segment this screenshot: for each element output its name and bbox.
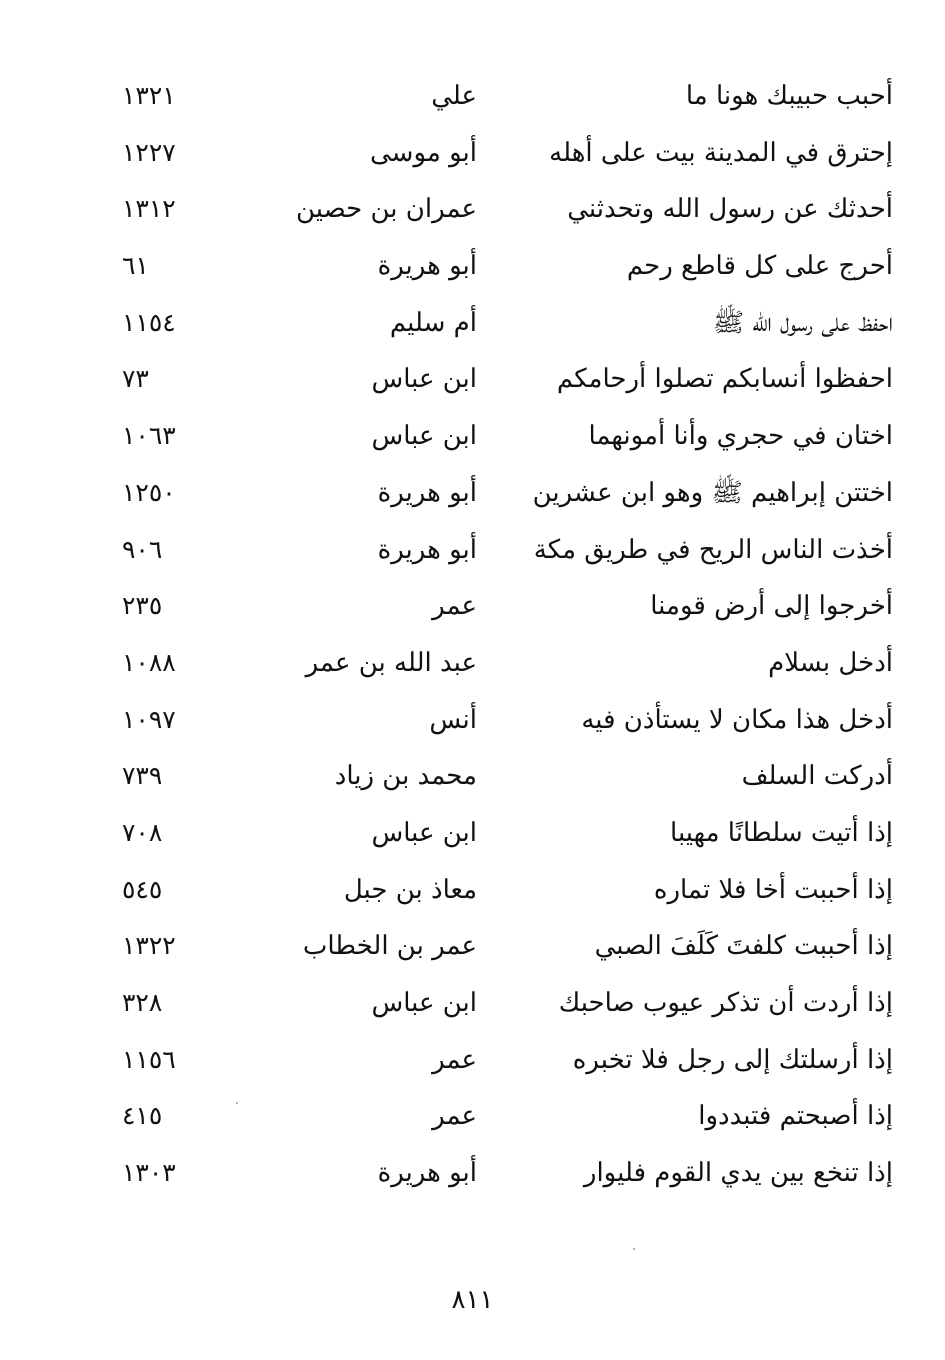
hadith-number: ١٠٦٣	[122, 421, 176, 451]
narrator-name: أبو موسى	[370, 137, 477, 168]
narrator-name: علي	[431, 81, 477, 111]
narrator-name: أنس	[429, 704, 477, 735]
hadith-number: ١٠٨٨	[122, 647, 176, 677]
hadith-text: إذا تنخع بين يدي القوم فليوار	[583, 1158, 893, 1189]
index-row	[0, 866, 945, 923]
hadith-text: احفظ على رسول الله ﷺ	[712, 307, 893, 338]
hadith-text: إحترق في المدينة بيت على أهله	[549, 137, 893, 168]
hadith-text: أدخل هذا مكان لا يستأذن فيه	[581, 704, 893, 735]
index-row	[0, 1149, 945, 1206]
hadith-number: ٢٣٥	[122, 591, 163, 621]
hadith-text: إذا أحببت كلفتَ كَلَفَ الصبي	[594, 931, 893, 962]
narrator-name: ابن عباس	[371, 364, 477, 395]
narrator-name: عمر	[432, 1101, 477, 1132]
hadith-number: ١٣٢١	[122, 81, 176, 110]
hadith-text: إذا أتيت سلطانًا مهيبا	[670, 817, 893, 848]
hadith-text: أحبب حبيبك هونا ما	[685, 81, 893, 111]
narrator-name: محمد بن زياد	[334, 761, 477, 792]
index-row	[0, 1036, 945, 1093]
index-row	[0, 639, 945, 696]
narrator-name: أبو هريرة	[377, 534, 477, 565]
hadith-text: اختتن إبراهيم ﷺ وهو ابن عشرين	[532, 477, 893, 508]
narrator-name: ابن عباس	[371, 421, 477, 452]
hadith-text: أدخل بسلام	[768, 647, 893, 678]
hadith-number: ٦١	[122, 251, 149, 281]
index-row	[0, 582, 945, 639]
hadith-number: ١٢٢٧	[122, 137, 176, 167]
index-row	[0, 355, 945, 412]
hadith-number: ١٣٠٣	[122, 1158, 176, 1188]
narrator-name: أبو هريرة	[377, 477, 477, 508]
narrator-name: عمر	[432, 1044, 477, 1075]
index-row	[0, 129, 945, 186]
paper-speck	[633, 1248, 635, 1250]
index-row	[0, 412, 945, 469]
hadith-number: ٧٣	[122, 364, 149, 394]
index-row	[0, 922, 945, 979]
index-row	[0, 752, 945, 809]
index-row	[0, 469, 945, 526]
hadith-number: ٤١٥	[122, 1101, 163, 1131]
index-row	[0, 1092, 945, 1149]
hadith-number: ١١٥٦	[122, 1044, 176, 1074]
narrator-name: أبو هريرة	[377, 1158, 477, 1189]
hadith-text: أخذت الناس الريح في طريق مكة	[533, 534, 893, 565]
index-row	[0, 242, 945, 299]
index-row	[0, 979, 945, 1036]
hadith-text: أدركت السلف	[741, 761, 893, 792]
hadith-index-table	[0, 72, 945, 1206]
hadith-text: إذا أردت أن تذكر عيوب صاحبك	[558, 988, 893, 1018]
narrator-name: عمران بن حصين	[295, 194, 477, 225]
hadith-text: احفظوا أنسابكم تصلوا أرحامكم	[556, 364, 893, 395]
narrator-name: ابن عباس	[371, 988, 477, 1018]
hadith-text: اختان في حجري وأنا أمونهما	[588, 421, 893, 452]
hadith-number: ١١٥٤	[122, 307, 176, 337]
hadith-number: ٣٢٨	[122, 988, 163, 1017]
hadith-number: ٧٣٩	[122, 761, 163, 791]
hadith-number: ١٠٩٧	[122, 704, 176, 734]
narrator-name: عمر	[432, 591, 477, 622]
hadith-number: ٧٠٨	[122, 817, 163, 847]
narrator-name: معاذ بن جبل	[343, 874, 477, 905]
hadith-number: ١٣٢٢	[122, 931, 176, 961]
hadith-text: أحرج على كل قاطع رحم	[626, 251, 893, 282]
index-row	[0, 185, 945, 242]
hadith-number: ١٢٥٠	[122, 477, 176, 507]
narrator-name: أم سليم	[389, 307, 477, 338]
index-row	[0, 72, 945, 129]
hadith-number: ٥٤٥	[122, 874, 163, 904]
page-number: ٨١١	[451, 1285, 494, 1315]
index-row	[0, 696, 945, 753]
hadith-number: ١٣١٢	[122, 194, 176, 224]
index-row	[0, 299, 945, 356]
hadith-text: أحدثك عن رسول الله وتحدثني	[567, 194, 893, 225]
hadith-text: إذا أرسلتك إلى رجل فلا تخبره	[572, 1044, 893, 1075]
narrator-name: عمر بن الخطاب	[302, 931, 477, 962]
index-row	[0, 526, 945, 583]
index-row	[0, 809, 945, 866]
hadith-text: أخرجوا إلى أرض قومنا	[650, 591, 893, 622]
narrator-name: أبو هريرة	[377, 251, 477, 282]
narrator-name: عبد الله بن عمر	[305, 647, 477, 678]
paper-speck	[236, 1102, 238, 1104]
hadith-text: إذا أصبحتم فتبددوا	[698, 1101, 893, 1132]
narrator-name: ابن عباس	[371, 817, 477, 848]
hadith-text: إذا أحببت أخا فلا تماره	[653, 874, 893, 905]
hadith-number: ٩٠٦	[122, 534, 163, 564]
